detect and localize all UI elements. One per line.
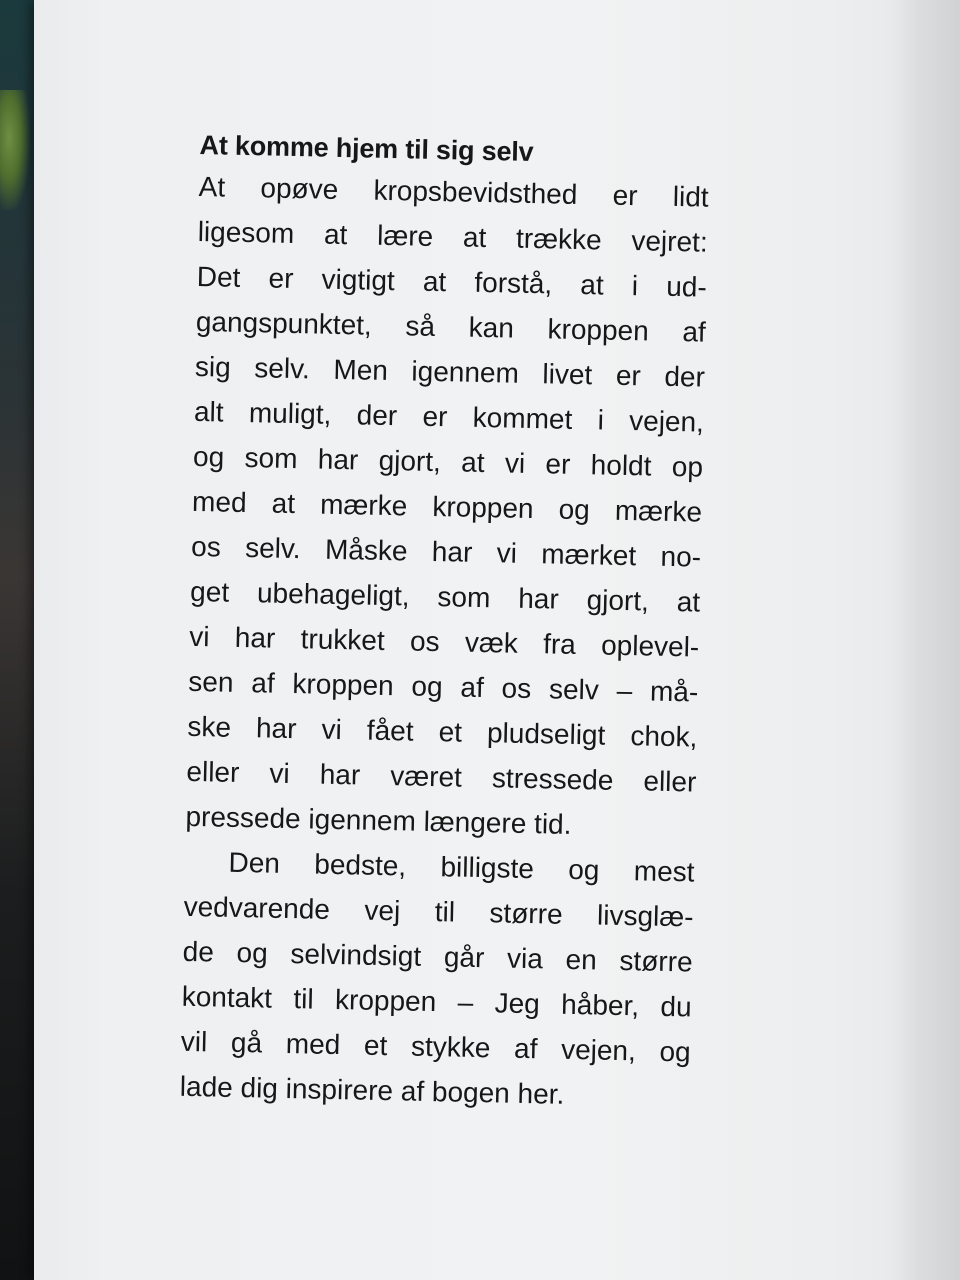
text-line: pressede igennem længere tid. [185, 800, 572, 840]
text-line: vil gå med et stykke af vejen, og [180, 1025, 692, 1068]
text-line: Den bedste, billigste og mest [228, 846, 695, 888]
text-line: ligesom at lære at trække vejret: [197, 215, 709, 258]
text-line: At opøve kropsbevidsthed er lidt [198, 170, 709, 213]
text-line: os selv. Måske har vi mærket no- [190, 530, 702, 573]
page-fold-shadow [890, 0, 960, 1280]
section-heading: At komme hjem til sig selv [199, 129, 534, 167]
text-line: lade dig inspirere af bogen her. [179, 1070, 565, 1110]
text-block [179, 126, 719, 1120]
text-line: vedvarende vej til større livsglæ- [183, 890, 694, 933]
text-line: sen af kroppen og af os selv – må- [188, 665, 699, 708]
text-line: vi har trukket os væk fra oplevel- [188, 620, 700, 663]
text-line: de og selvindsigt går via en større [182, 935, 693, 978]
text-line: gangspunktet, så kan kroppen af [195, 305, 707, 348]
plant-leaves [0, 90, 30, 210]
text-line: get ubehageligt, som har gjort, at [189, 575, 701, 618]
text-line: ske har vi fået et pludseligt chok, [187, 710, 698, 753]
text-line: Det er vigtigt at forstå, at i ud- [196, 260, 708, 303]
text-line: og som har gjort, at vi er holdt op [192, 440, 704, 483]
text-line: eller vi har været stressede eller [186, 755, 697, 798]
text-line: med at mærke kroppen og mærke [191, 485, 703, 528]
paragraph-1 [185, 164, 719, 850]
text-line: kontakt til kroppen – Jeg håber, du [181, 980, 692, 1023]
text-line: alt muligt, der er kommet i vejen, [193, 395, 705, 438]
text-line: sig selv. Men igennem livet er der [194, 350, 706, 393]
paragraph-2 [179, 839, 705, 1120]
